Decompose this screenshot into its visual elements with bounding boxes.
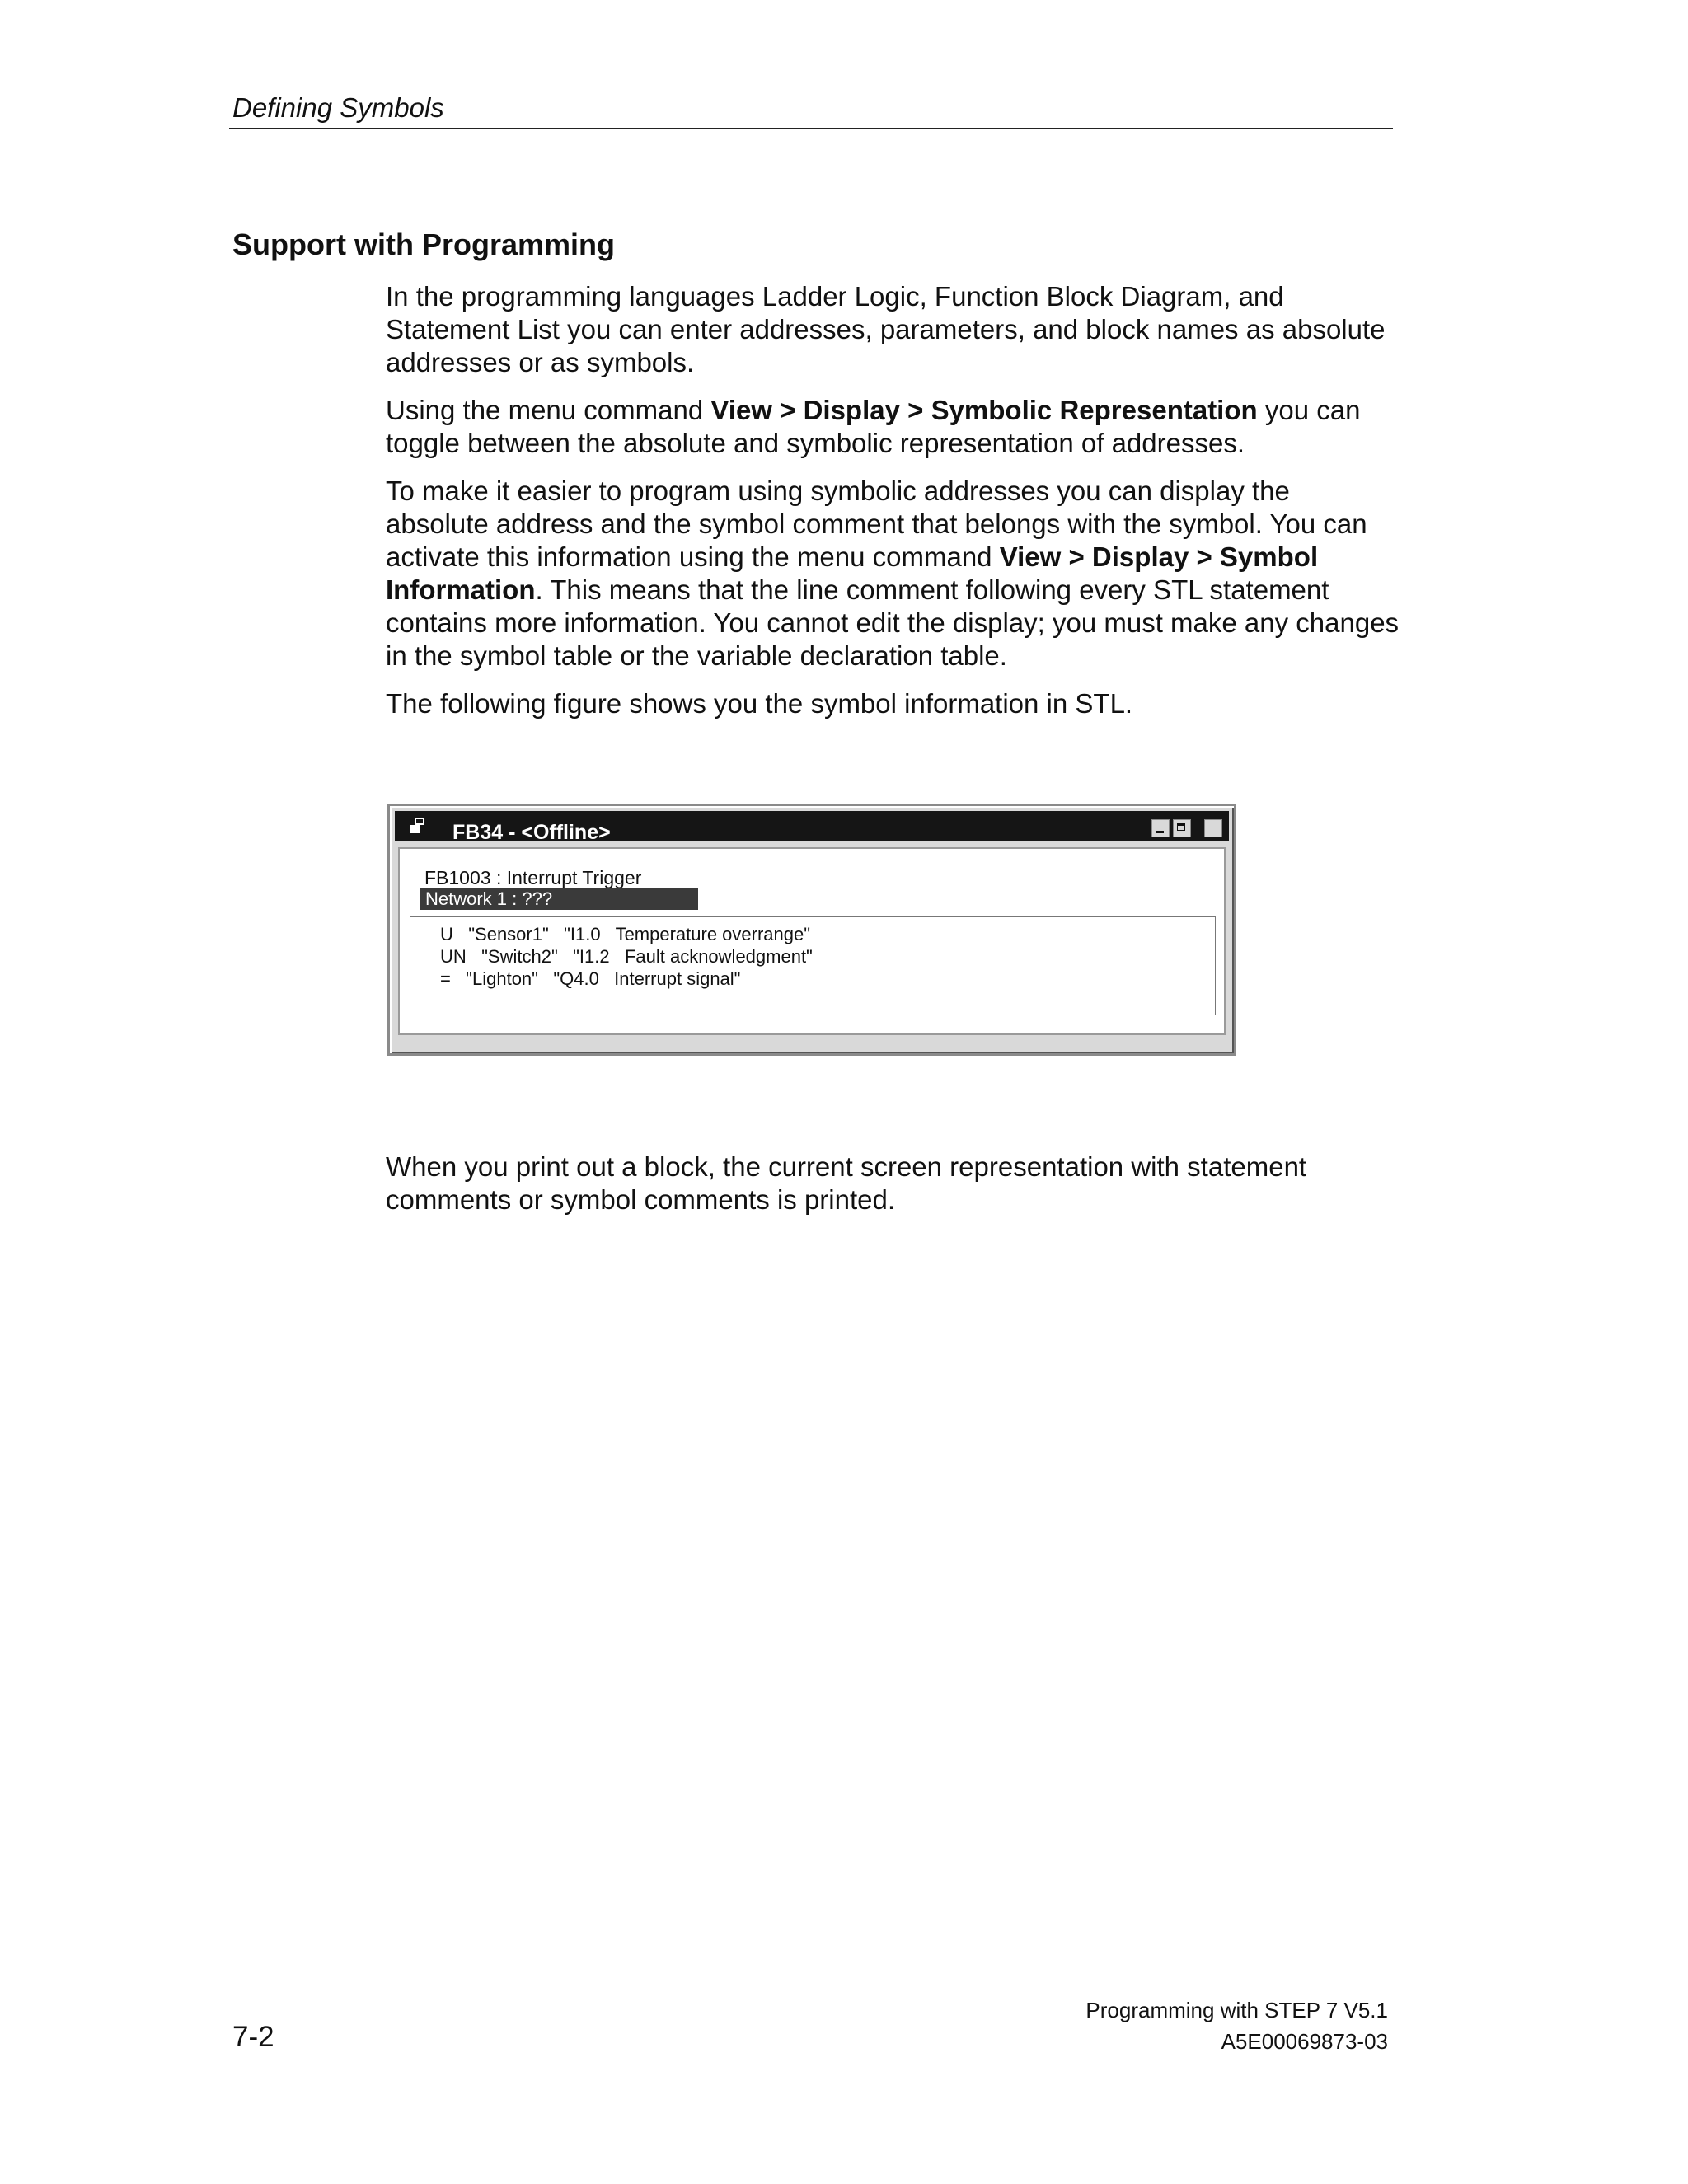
menu-command-symbolic-representation: View > Display > Symbolic Representation <box>710 395 1258 425</box>
menu-command-symbol-information: View > Display > Symbol Information <box>386 541 1319 605</box>
stl-line[interactable]: UN "Switch2" "I1.2 Fault acknowledgment" <box>440 946 813 967</box>
page-number: 7-2 <box>232 2021 274 2053</box>
paragraph-4: The following figure shows you the symbol information in STL. <box>386 688 1133 719</box>
paragraph-2-text: Using the menu command <box>386 395 711 425</box>
editor-client-area[interactable] <box>398 847 1226 1035</box>
block-window-icon <box>408 816 428 836</box>
close-button[interactable] <box>1204 819 1222 837</box>
section-heading: Support with Programming <box>232 227 615 261</box>
block-title: FB1003 : Interrupt Trigger <box>424 867 642 888</box>
paragraph-2 <box>386 394 1400 460</box>
paragraph-1: In the programming languages Ladder Logic, Function Block Diagram, and Statement List you can enter addresses, parameters, and block names as absolute addresses or as symbols. <box>386 281 1386 377</box>
paragraph-3-text: To make it easier to program using symbolic addresses you can display the absolute address and the symbol comment that belongs with the symbol. You can activate this information using the menu command <box>386 476 1367 572</box>
paragraph-3-text-end: . This means that the line comment following every STL statement contains more information. You cannot edit the display; you must make any changes in the symbol table or the variable declaration table. <box>386 574 1400 671</box>
footer-document-number: A5E00069873-03 <box>1221 2029 1388 2054</box>
maximize-button[interactable] <box>1173 819 1191 837</box>
network-title[interactable]: Network 1 : ??? <box>420 888 698 910</box>
footer-book-title: Programming with STEP 7 V5.1 <box>1085 1998 1388 2022</box>
paragraph-3 <box>386 475 1400 673</box>
stl-statement-box[interactable] <box>410 916 1216 1015</box>
minimize-button[interactable] <box>1151 819 1170 837</box>
paragraph-5: When you print out a block, the current screen representation with statement comments or symbol comments is printed. <box>386 1151 1307 1215</box>
header-rule <box>229 128 1393 129</box>
window-titlebar[interactable] <box>395 811 1229 844</box>
stl-editor-window <box>387 804 1236 1056</box>
stl-line[interactable]: = "Lighton" "Q4.0 Interrupt signal" <box>440 968 741 989</box>
window-title: FB34 - <Offline> <box>452 821 611 844</box>
paragraph-2-text-end: you can toggle between the absolute and symbolic representation of addresses. <box>386 395 1361 458</box>
stl-line[interactable]: U "Sensor1" "I1.0 Temperature overrange" <box>440 924 811 944</box>
running-header: Defining Symbols <box>232 92 444 123</box>
